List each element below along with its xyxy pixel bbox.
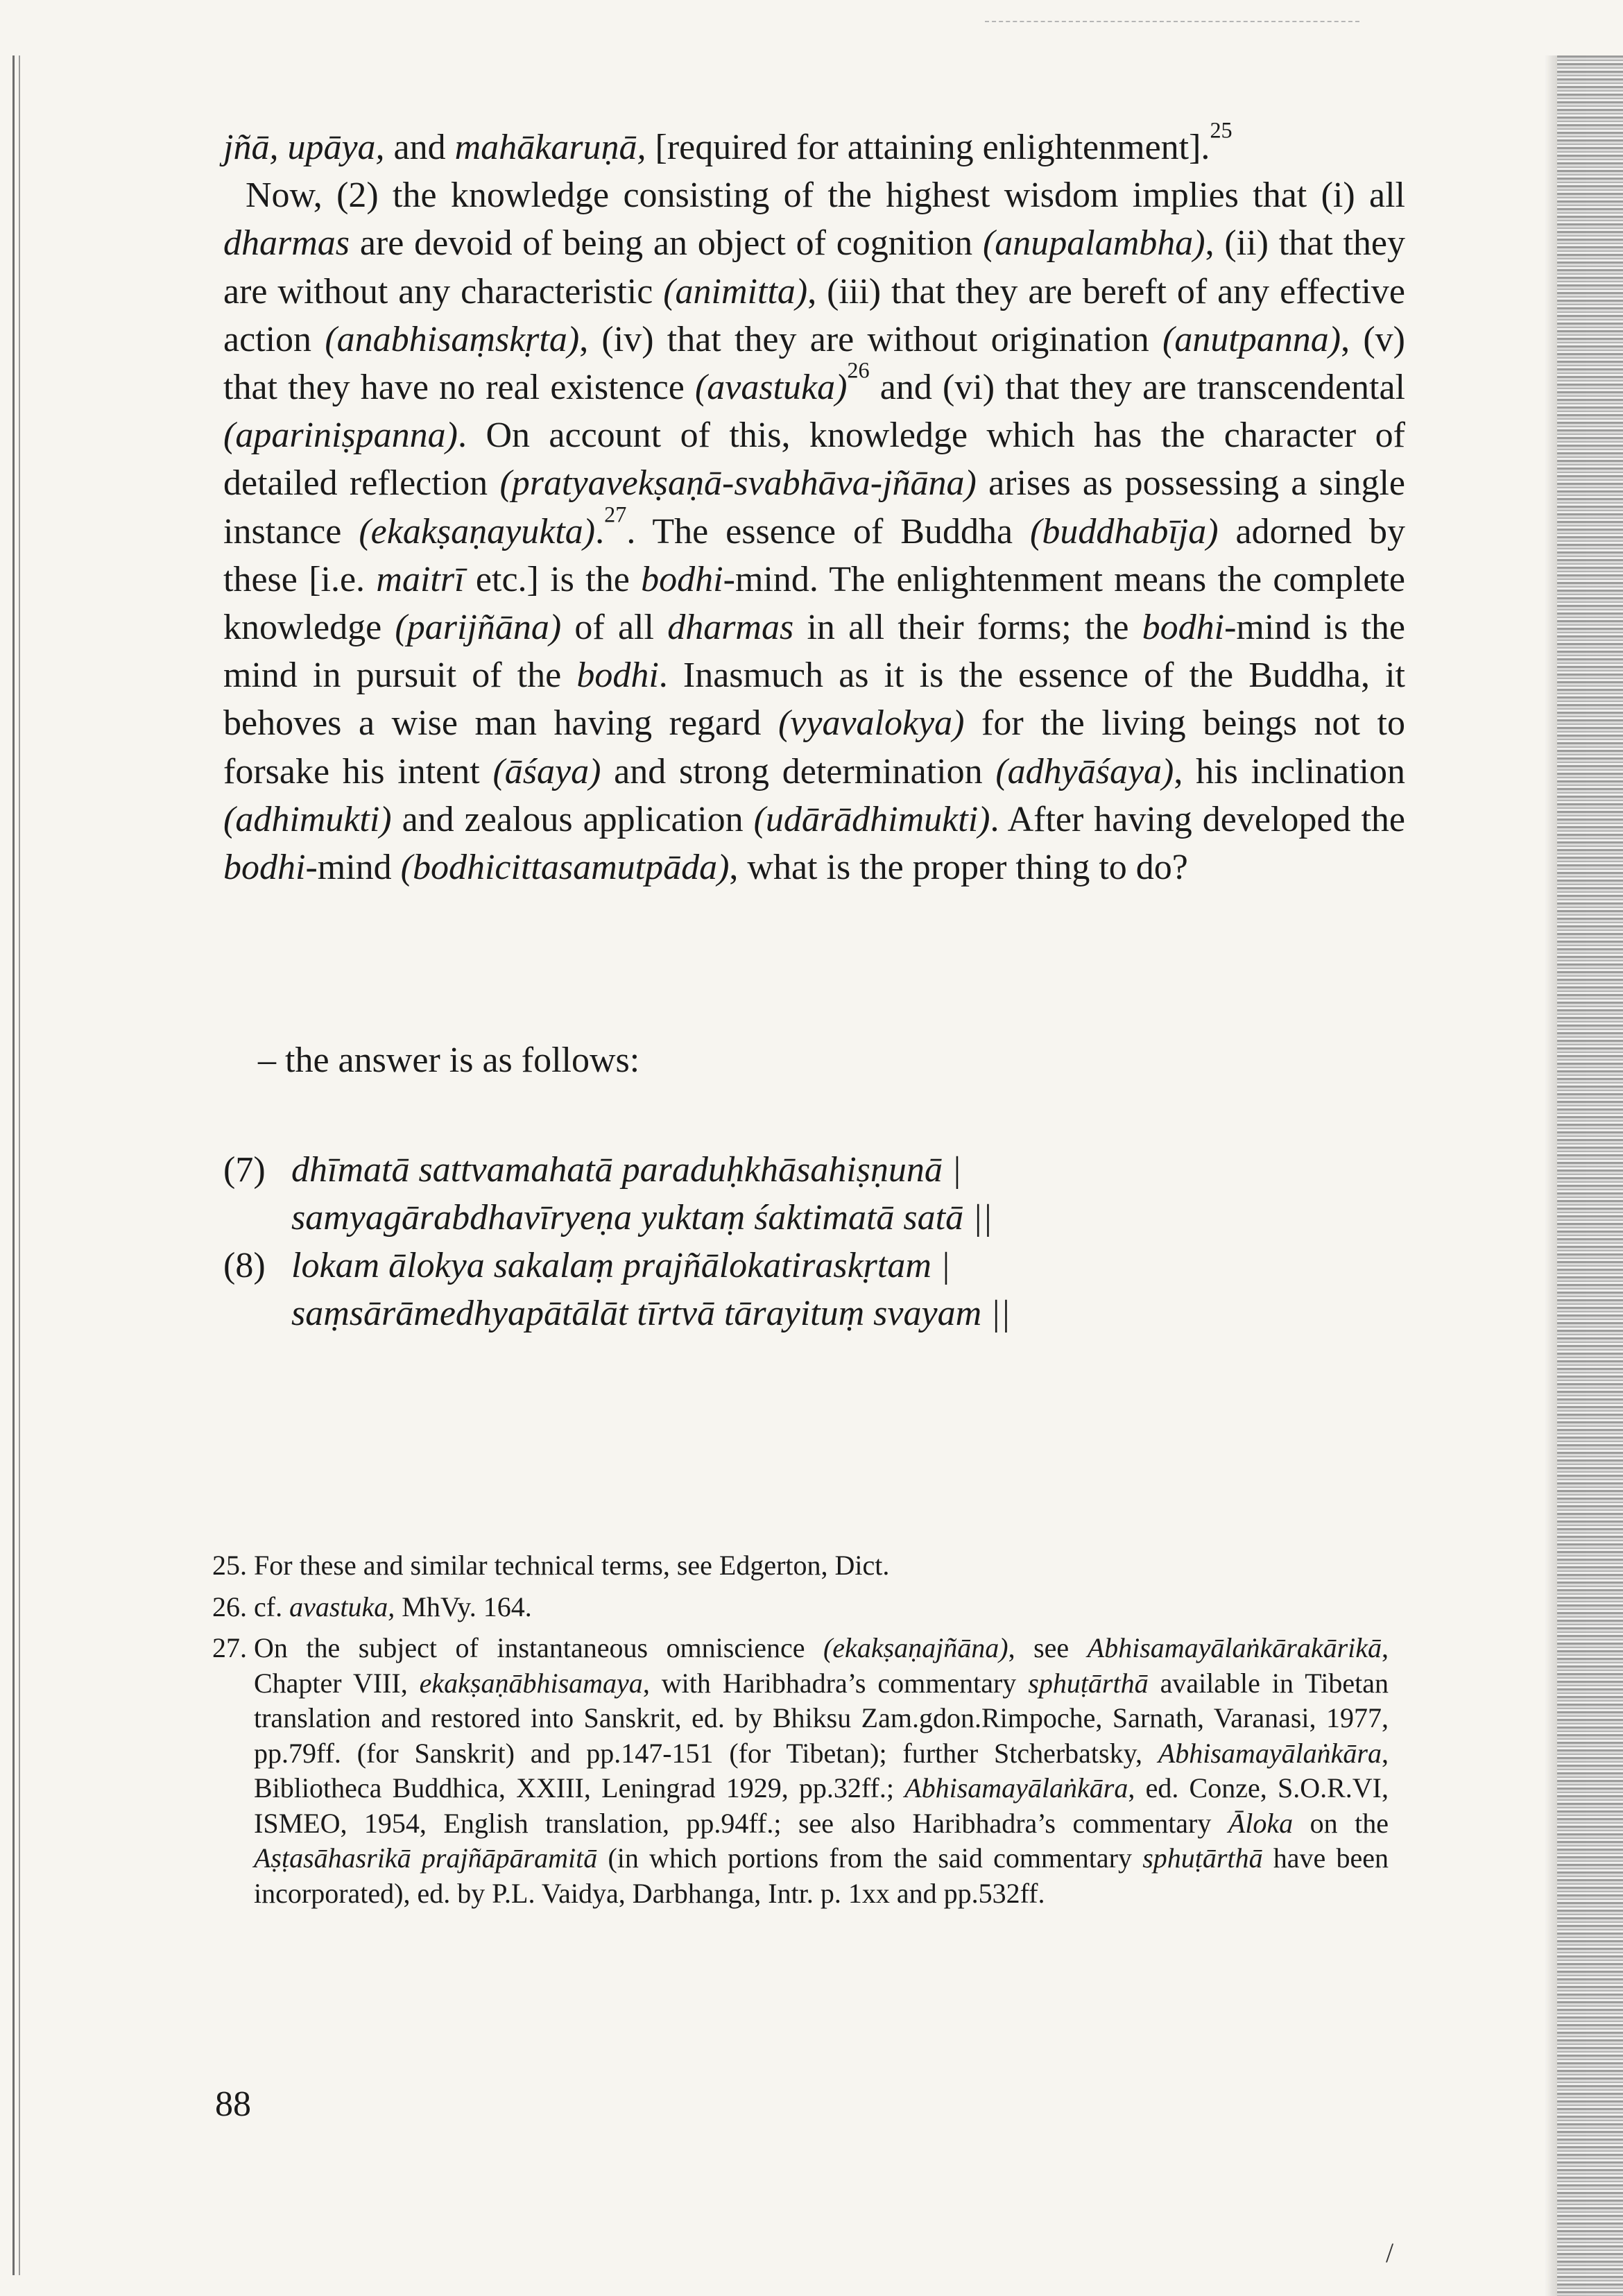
- page-number: 88: [215, 2084, 251, 2124]
- footnote-26: 26. cf. avastuka, MhVy. 164.: [212, 1591, 532, 1622]
- paragraph-1: jñā, upāya, and mahākaruṇā, [required for attaining enlightenment].$^{25}$: [223, 117, 1233, 167]
- scan-top-rule: [985, 21, 1359, 22]
- verse-8-line-2: saṃsārāmedhyapātālāt tīrtvā tārayituṃ svayam ||: [291, 1294, 1011, 1333]
- footnote-27: 27. On the subject of instantaneous omniscience (ekakṣaṇajñāna), see Abhisamayālaṅkārakārikā, Chapter VIII, ekakṣaṇābhisamaya, with Haribhadra’s commentary sphuṭārthā available in Tibetan translation and restored into Sanskrit, ed. by Bhiksu Zam.gdon.Rimpoche, Sarnath, Varanasi, 1977, pp.79ff. (for Sanskrit) and pp.147-151 (for Tibetan); further Stcherbatsky, Abhisamayālaṅkāra, Bibliotheca Buddhica, XXIII, Leningrad 1929, pp.32ff.; Abhisamayālaṅkāra, ed. Conze, S.O.R.VI, ISMEO, 1954, English translation, pp.94ff.; see also Haribhadra’s commentary Āloka on the Aṣṭasāhasrikā prajñāpāramitā (in which portions from the said commentary sphuṭārthā have been incorporated), ed. by P.L. Vaidya, Darbhanga, Intr. p. 1xx and pp.532ff.: [212, 1632, 1389, 1909]
- paragraph-2: Now, (2) the knowledge consisting of the highest wisdom implies that (i) all dharmas are devoid of being an object of cognition (anupalambha), (ii) that they are without any characteristic (animitta), (iii) that they are bereft of any effective action (anabhisaṃskṛta), (iv) that they are without origination (anutpanna), (v) that they have no real existence (avastuka)$^{26}$ and (vi) that they are transcendental (apariniṣpanna). On account of this, knowledge which has the character of detailed reflection (pratyavekṣaṇā-svabhāva-jñāna) arises as possessing a single instance (ekakṣaṇayukta).$^{27}$. The essence of Buddha (buddhabīja) adorned by these [i.e. maitrī etc.] is the bodhi-mind. The enlightenment means the complete knowledge (parijñāna) of all dharmas in all their forms; the bodhi-mind is the mind in pursuit of the bodhi. Inasmuch as it is the essence of the Buddha, it behoves a wise man having regard (vyavalokya) for the living beings not to forsake his intent (āśaya) and strong determination (adhyāśaya), his inclination (adhimukti) and zealous application (udārādhimukti). After having developed the bodhi-mind (bodhicittasamutpāda), what is the proper thing to do?: [223, 175, 1406, 888]
- verse-7-line-2: samyagārabdhavīryeṇa yuktaṃ śaktimatā satā ||: [291, 1198, 993, 1237]
- footnote-ref-27[interactable]: 27: [604, 502, 627, 526]
- footnote-ref-25[interactable]: 25: [1210, 117, 1233, 143]
- main-text: [223, 117, 1406, 891]
- footnotes: [212, 1548, 1389, 1911]
- margin-mark: /: [1386, 2237, 1394, 2268]
- verse-8-line-1: (8) lokam ālokya sakalaṃ prajñālokatiraskṛtam |: [223, 1242, 1405, 1290]
- verse-number: (8): [223, 1246, 266, 1285]
- verse-number: (7): [223, 1150, 266, 1190]
- verse-7-line-1: (7) dhīmatā sattvamahatā paraduḥkhāsahiṣṇunā |: [223, 1146, 1405, 1194]
- verse-block: [223, 1146, 1405, 1337]
- scan-left-edge: [12, 55, 20, 2275]
- scan-right-edge: [1557, 55, 1623, 2296]
- footnote-25: 25. For these and similar technical terms, see Edgerton, Dict.: [212, 1550, 890, 1581]
- answer-line: – the answer is as follows:: [258, 1040, 640, 1080]
- footnote-ref-26[interactable]: 26: [847, 357, 870, 383]
